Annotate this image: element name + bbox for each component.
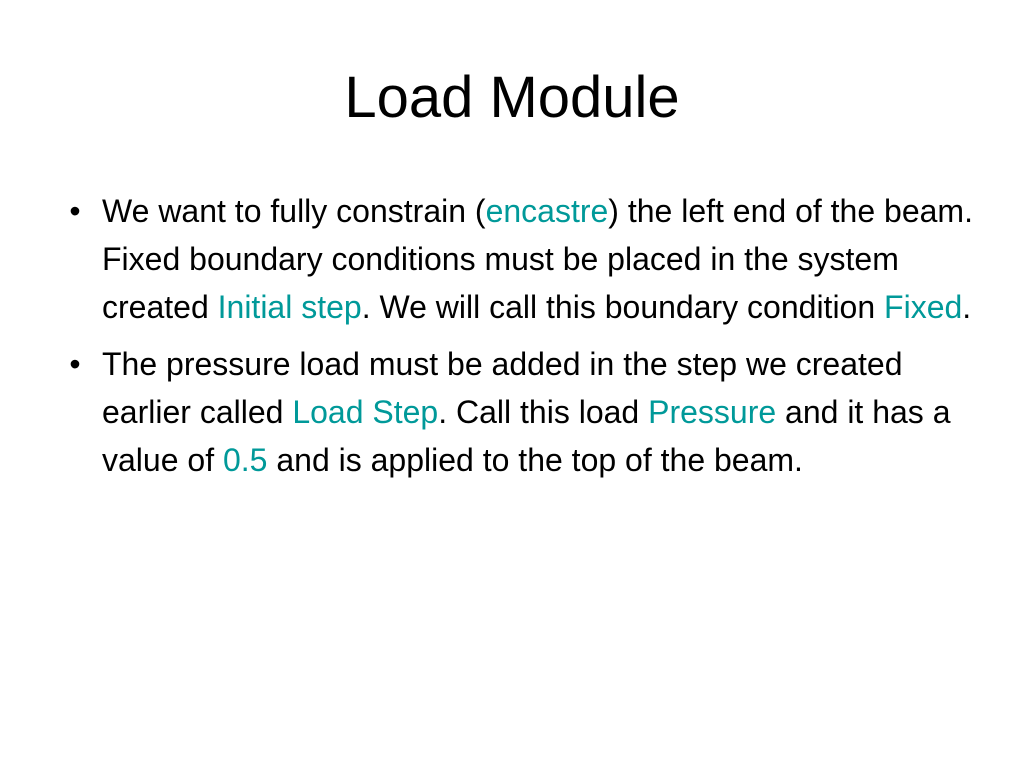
text-segment: . We will call this boundary condition [361,289,885,325]
text-segment: We want to fully constrain ( [102,193,486,229]
highlight-term-pressure: Pressure [648,394,777,430]
slide-title: Load Module [344,65,680,130]
text-segment: and it has a value of [102,394,951,478]
bullet-marker: • [69,346,81,382]
highlight-term-load-step: Load Step [292,394,439,430]
highlight-term-initial-step: Initial step [217,289,362,325]
text-segment: . Call this load [438,394,649,430]
text-segment: The pressure load must be added in the step we created earlier called [102,346,903,430]
bullet-text [102,193,973,325]
bullet-marker: • [69,193,81,229]
bullet-item [60,187,980,331]
bullet-item [60,340,980,484]
text-segment: ) the left end of the beam. Fixed boundary conditions must be placed in the system created [102,193,973,325]
highlight-value-0-5: 0.5 [222,442,268,478]
text-segment: . [962,289,972,325]
highlight-term-fixed: Fixed [884,289,963,325]
bullet-text [102,346,950,478]
highlight-term-encastre: encastre [485,193,609,229]
bullet-list [60,187,980,493]
text-segment: and is applied to the top of the beam. [267,442,803,478]
